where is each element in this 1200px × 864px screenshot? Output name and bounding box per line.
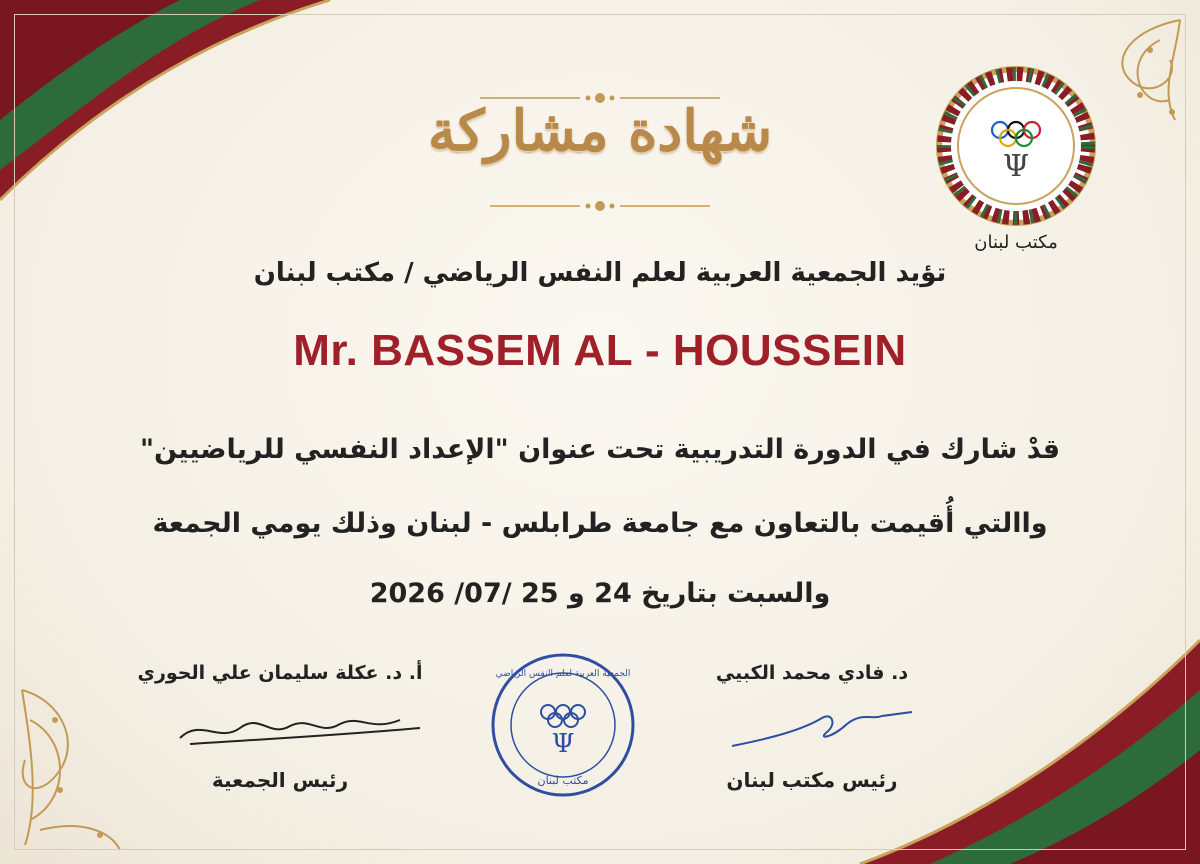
- svg-text:Ψ: Ψ: [551, 729, 575, 759]
- signatory-right-role: رئيس مكتب لبنان: [726, 768, 898, 792]
- stamp-seal: [488, 650, 638, 800]
- svg-text:Ψ: Ψ: [1002, 149, 1030, 184]
- recipient-name: Mr. BASSEM AL - HOUSSEIN: [293, 326, 907, 375]
- issuer-line: تؤيد الجمعية العربية لعلم النفس الرياضي / مكتب لبنان: [253, 258, 947, 288]
- logo-caption: مكتب لبنان: [974, 232, 1058, 253]
- title-block: [330, 88, 870, 214]
- signature-left: [150, 698, 450, 758]
- body-line-1: قدْ شارك في الدورة التدريبية تحت عنوان "الإعداد النفسي للرياضيين": [139, 434, 1061, 465]
- signatory-right-name: د. فادي محمد الكبيي: [715, 662, 909, 684]
- signatory-left-role: رئيس الجمعية: [211, 768, 349, 792]
- signature-right: [712, 694, 1012, 754]
- certificate-title: شهادة مشاركة: [427, 98, 773, 164]
- association-logo: [928, 64, 1104, 264]
- signatory-right: [662, 662, 962, 802]
- body-line-2: واالتي أُقيمت بالتعاون مع جامعة طرابلس - لبنان وذلك يومي الجمعة: [152, 508, 1048, 539]
- association-stamp: [488, 650, 638, 800]
- logo-emblem: [928, 64, 1104, 232]
- signatory-left: [130, 662, 430, 802]
- svg-text:الجمعية العربية لعلم النفس الر: الجمعية العربية لعلم النفس الرياضي: [495, 669, 631, 679]
- signatory-left-name: أ. د. عكلة سليمان علي الحوري: [137, 662, 423, 684]
- svg-text:مكتب لبنان: مكتب لبنان: [537, 774, 589, 787]
- body-line-3: والسبت بتاريخ 24 و 25 /07/ 2026: [369, 578, 831, 609]
